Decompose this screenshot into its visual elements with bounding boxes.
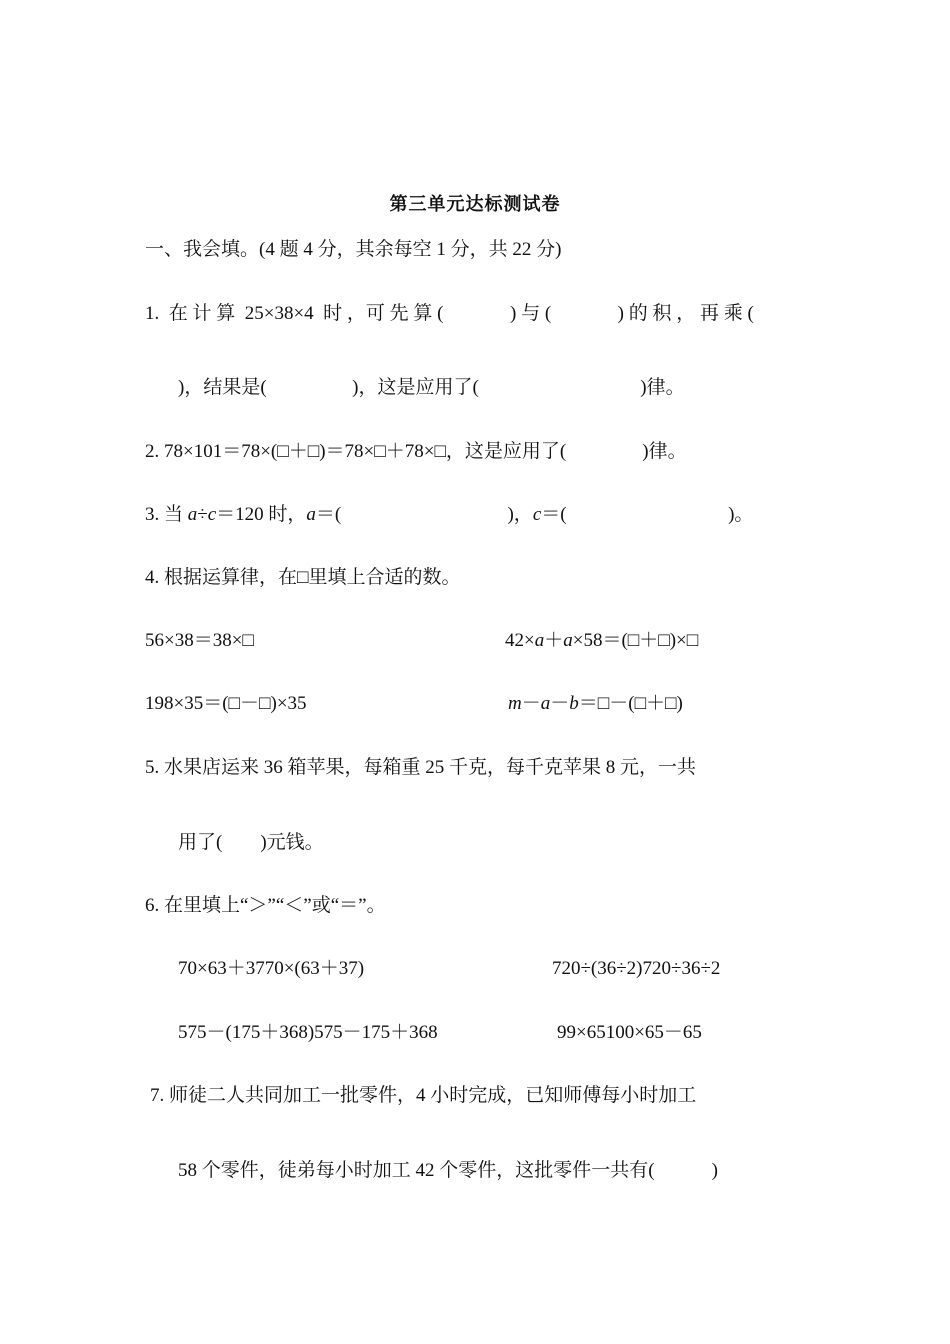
question-4-row-1-left: 56×38＝38×□ <box>145 630 254 651</box>
q3-var-c: c <box>532 504 542 525</box>
q4-var-m: m <box>508 693 522 714</box>
q4-var-a: a <box>540 693 551 714</box>
q3-text: 3. 当 <box>145 504 188 525</box>
q4-text: 42× <box>505 630 535 651</box>
question-6-row-2-left: 575－(175＋368)575－175＋368 <box>178 1022 438 1043</box>
q3-text: ＝( )， <box>315 504 533 525</box>
q4-text: ＝□－(□＋□) <box>578 693 683 714</box>
question-6-row-1-right: 720÷(36÷2)720÷36÷2 <box>552 958 721 979</box>
question-4-row-1-right <box>505 629 698 653</box>
question-3 <box>145 503 753 527</box>
q4-text: ＋ <box>544 630 564 651</box>
q4-text: － <box>521 693 541 714</box>
q4-var-b: b <box>569 693 579 714</box>
question-1-line-1: 1. 在 计 算 25×38×4 时 ，可 先 算 ( ) 与 ( ) 的 积 ， 再 乘 ( <box>145 303 754 324</box>
question-4-row-2-left: 198×35＝(□－□)×35 <box>145 693 307 714</box>
q3-text: ÷ <box>197 504 208 525</box>
q4-text: ×58＝(□＋□)×□ <box>572 630 699 651</box>
q3-text: ＝( )。 <box>541 504 754 525</box>
q3-var-c: c <box>207 504 217 525</box>
q4-var-a: a <box>563 630 573 651</box>
section-heading: 一、我会填。(4 题 4 分，其余每空 1 分，共 22 分) <box>145 239 562 260</box>
q3-text: ＝120 时， <box>216 504 307 525</box>
question-2: 2. 78×101＝78×(□＋□)＝78×□＋78×□，这是应用了( )律。 <box>145 441 687 462</box>
q3-var-a: a <box>306 504 316 525</box>
q4-text: － <box>550 693 570 714</box>
question-6-row-1-left: 70×63＋3770×(63＋37) <box>178 958 365 979</box>
page-title: 第三单元达标测试卷 <box>389 194 561 215</box>
question-4: 4. 根据运算律，在□里填上合适的数。 <box>145 567 461 588</box>
question-5-line-2: 用了( )元钱。 <box>178 832 324 853</box>
question-1-line-2: )，结果是( )，这是应用了( )律。 <box>178 377 685 398</box>
q3-var-a: a <box>187 504 198 525</box>
q4-var-a: a <box>534 630 545 651</box>
question-6: 6. 在里填上“＞”“＜”或“＝”。 <box>145 895 386 916</box>
question-7-line-1: 7. 师徒二人共同加工一批零件，4 小时完成，已知师傅每小时加工 <box>150 1085 697 1106</box>
question-7-line-2: 58 个零件，徒弟每小时加工 42 个零件，这批零件一共有( ) <box>178 1160 718 1181</box>
question-6-row-2-right: 99×65100×65－65 <box>557 1022 702 1043</box>
question-5-line-1: 5. 水果店运来 36 箱苹果，每箱重 25 千克，每千克苹果 8 元，一共 <box>145 757 697 778</box>
question-4-row-2-right <box>508 692 683 716</box>
